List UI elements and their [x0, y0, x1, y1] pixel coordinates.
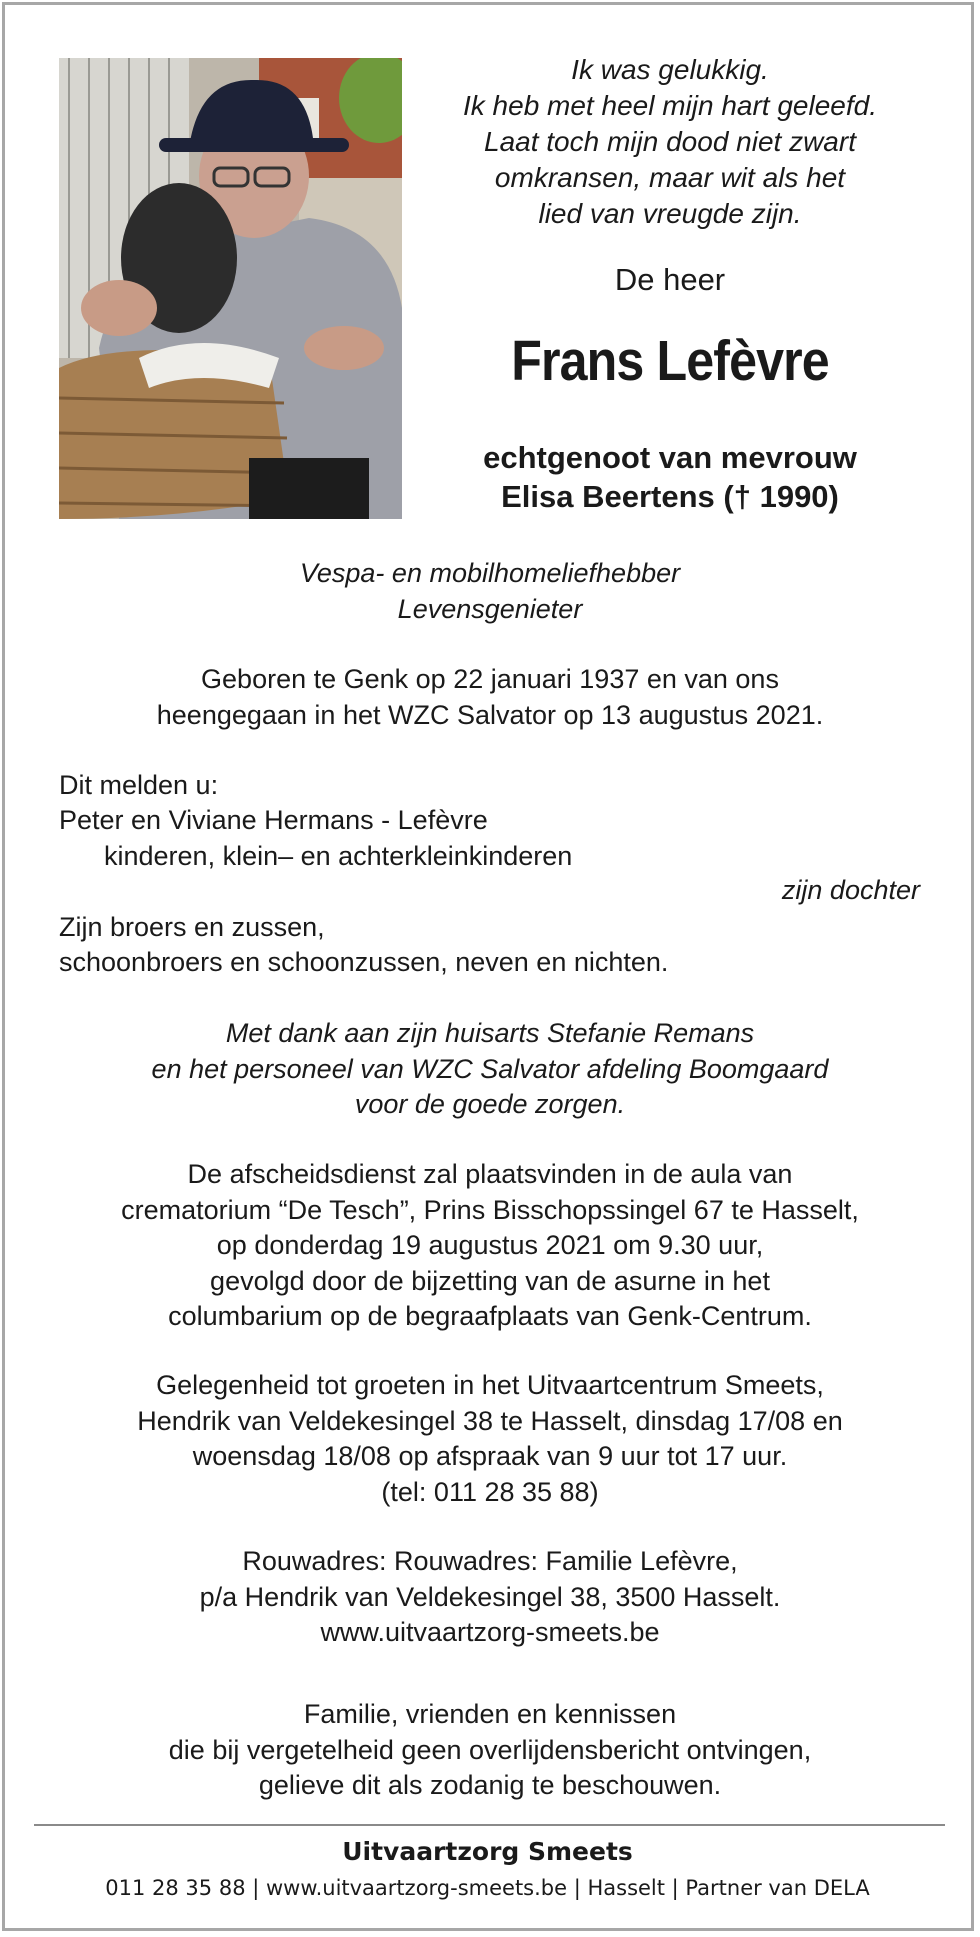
closing-note: [40, 1697, 940, 1804]
deceased-name: Frans Lefèvre: [511, 329, 829, 393]
poem-line: Laat toch mijn dood niet zwart: [484, 126, 856, 157]
visitation-line: woensdag 18/08 op afspraak van 9 uur tot 17 uur.: [192, 1441, 788, 1471]
poem-line: lied van vreugde zijn.: [538, 198, 802, 229]
birth-death-line: heengegaan in het WZC Salvator op 13 augustus 2021.: [156, 699, 824, 730]
poem-line: Ik was gelukkig.: [571, 54, 769, 85]
announcer-siblings: Zijn broers en zussen,: [59, 912, 325, 942]
announcer-daughter: Peter en Viviane Hermans - Lefèvre: [59, 805, 488, 835]
spouse-block: [420, 438, 920, 516]
service-line: op donderdag 19 augustus 2021 om 9.30 uur,: [216, 1230, 764, 1260]
traits: [40, 556, 940, 627]
thanks-line: en het personeel van WZC Salvator afdeling Boomgaard: [151, 1053, 829, 1084]
spouse-line: echtgenoot van mevrouw: [483, 440, 857, 475]
trait-line: Vespa- en mobilhomeliefhebber: [299, 558, 681, 588]
portrait-image: [59, 58, 402, 519]
thanks-line: Met dank aan zijn huisarts Stefanie Remans: [225, 1018, 755, 1048]
mourning-address: [40, 1544, 940, 1651]
opening-poem: [420, 52, 920, 232]
spouse-line: Elisa Beertens († 1990): [501, 479, 839, 514]
portrait-photo: [59, 58, 402, 519]
poem-line: omkransen, maar wit als het: [494, 162, 846, 193]
service-line: crematorium “De Tesch”, Prins Bisschopssingel 67 te Hasselt,: [121, 1194, 859, 1225]
poem-line: Ik heb met heel mijn hart geleefd.: [462, 90, 877, 121]
service-line: De afscheidsdienst zal plaatsvinden in de aula van: [187, 1159, 793, 1189]
closing-line: Familie, vrienden en kennissen: [303, 1699, 677, 1729]
birth-death-line: Geboren te Genk op 22 januari 1937 en van ons: [201, 664, 779, 694]
service-line: columbarium op de begraafplaats van Genk-Centrum.: [168, 1301, 812, 1331]
trait-line: Levensgenieter: [397, 593, 583, 624]
funeral-service: [40, 1157, 940, 1335]
visitation-line: Gelegenheid tot groeten in het Uitvaartcentrum Smeets,: [156, 1370, 824, 1400]
announcer-in-laws: schoonbroers en schoonzussen, neven en nichten.: [59, 947, 669, 977]
thanks-line: voor de goede zorgen.: [354, 1089, 626, 1119]
birth-death: [40, 662, 940, 733]
visitation-line: (tel: 011 28 35 88): [381, 1476, 599, 1507]
address-line: p/a Hendrik van Veldekesingel 38, 3500 Hasselt.: [199, 1581, 781, 1612]
visitation-line: Hendrik van Veldekesingel 38 te Hasselt, dinsdag 17/08 en: [137, 1405, 843, 1436]
daughter-relation: zijn dochter: [781, 875, 920, 905]
thanks: [40, 1016, 940, 1123]
announcers-intro: Dit melden u:: [59, 770, 219, 800]
service-line: gevolgd door de bijzetting van de asurne in het: [210, 1265, 770, 1296]
address-line: Rouwadres: Rouwadres: Familie Lefèvre,: [242, 1546, 738, 1576]
funeral-home-name: Uitvaartzorg Smeets: [342, 1837, 633, 1866]
closing-line: die bij vergetelheid geen overlijdensbericht ontvingen,: [168, 1734, 812, 1765]
website-link[interactable]: www.uitvaartzorg-smeets.be: [320, 1617, 660, 1647]
visitation: [40, 1368, 940, 1510]
funeral-home-contact: 011 28 35 88 | www.uitvaartzorg-smeets.be | Hasselt | Partner van DELA: [105, 1876, 870, 1900]
closing-line: gelieve dit als zodanig te beschouwen.: [258, 1770, 722, 1800]
salutation: De heer: [614, 262, 726, 297]
footer-divider: [34, 1824, 945, 1826]
announcer-descendants: kinderen, klein– en achterkleinkinderen: [104, 841, 573, 871]
